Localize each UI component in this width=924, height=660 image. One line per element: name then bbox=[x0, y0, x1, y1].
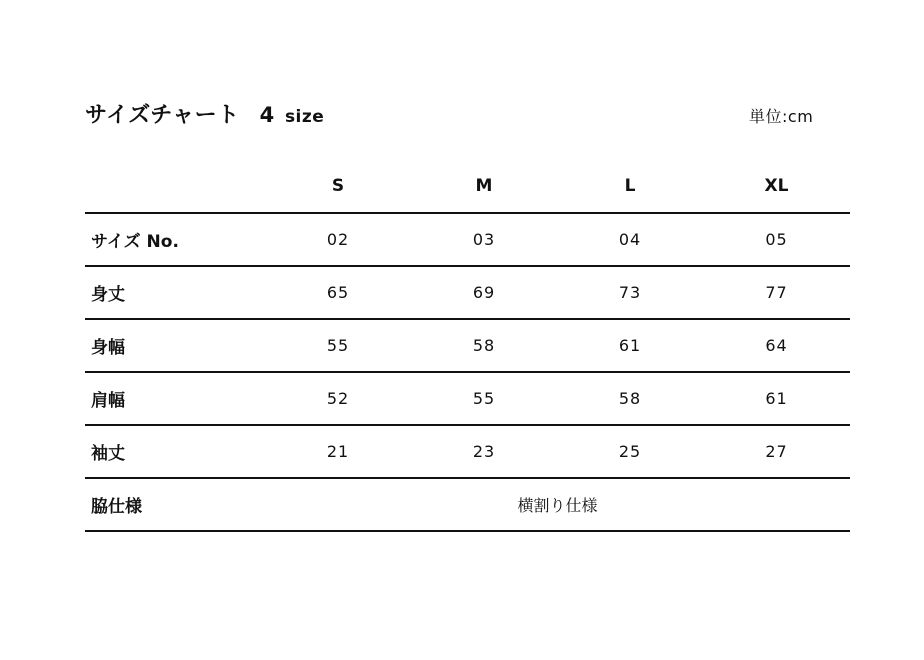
row-label-side-spec: 脇仕様 bbox=[85, 478, 265, 531]
table-row bbox=[85, 478, 850, 531]
table-row bbox=[85, 213, 850, 266]
cell-value: 55 bbox=[411, 372, 557, 425]
title-text: サイズチャート bbox=[85, 103, 240, 128]
cell-value: 02 bbox=[265, 213, 411, 266]
cell-value: 64 bbox=[703, 319, 850, 372]
cell-value: 61 bbox=[557, 319, 703, 372]
row-label-shoulder-width: 肩幅 bbox=[85, 372, 265, 425]
cell-value: 03 bbox=[411, 213, 557, 266]
table-row bbox=[85, 425, 850, 478]
cell-value: 23 bbox=[411, 425, 557, 478]
unit-label: 単位:cm bbox=[749, 107, 814, 126]
cell-value: 25 bbox=[557, 425, 703, 478]
size-chart-table bbox=[85, 160, 850, 532]
cell-value: 77 bbox=[703, 266, 850, 319]
table-header-row bbox=[85, 160, 850, 213]
cell-value: 69 bbox=[411, 266, 557, 319]
cell-value: 65 bbox=[265, 266, 411, 319]
size-count: 4 bbox=[259, 103, 275, 127]
cell-value: 55 bbox=[265, 319, 411, 372]
column-header-l: L bbox=[557, 160, 703, 213]
table-row bbox=[85, 266, 850, 319]
page-title bbox=[85, 98, 324, 129]
row-label-size-no: サイズ No. bbox=[85, 213, 265, 266]
row-label-body-length: 身丈 bbox=[85, 266, 265, 319]
cell-value: 21 bbox=[265, 425, 411, 478]
column-header-m: M bbox=[411, 160, 557, 213]
cell-value: 58 bbox=[557, 372, 703, 425]
cell-value: 73 bbox=[557, 266, 703, 319]
table-row bbox=[85, 372, 850, 425]
cell-value: 52 bbox=[265, 372, 411, 425]
column-header-xl: XL bbox=[703, 160, 850, 213]
table-row bbox=[85, 319, 850, 372]
cell-value: 04 bbox=[557, 213, 703, 266]
header-corner bbox=[85, 160, 265, 213]
cell-value: 27 bbox=[703, 425, 850, 478]
cell-value: 05 bbox=[703, 213, 850, 266]
row-label-sleeve-length: 袖丈 bbox=[85, 425, 265, 478]
side-spec-value: 横割り仕様 bbox=[265, 478, 850, 531]
cell-value: 58 bbox=[411, 319, 557, 372]
row-label-body-width: 身幅 bbox=[85, 319, 265, 372]
cell-value: 61 bbox=[703, 372, 850, 425]
column-header-s: S bbox=[265, 160, 411, 213]
size-word: size bbox=[284, 107, 325, 127]
